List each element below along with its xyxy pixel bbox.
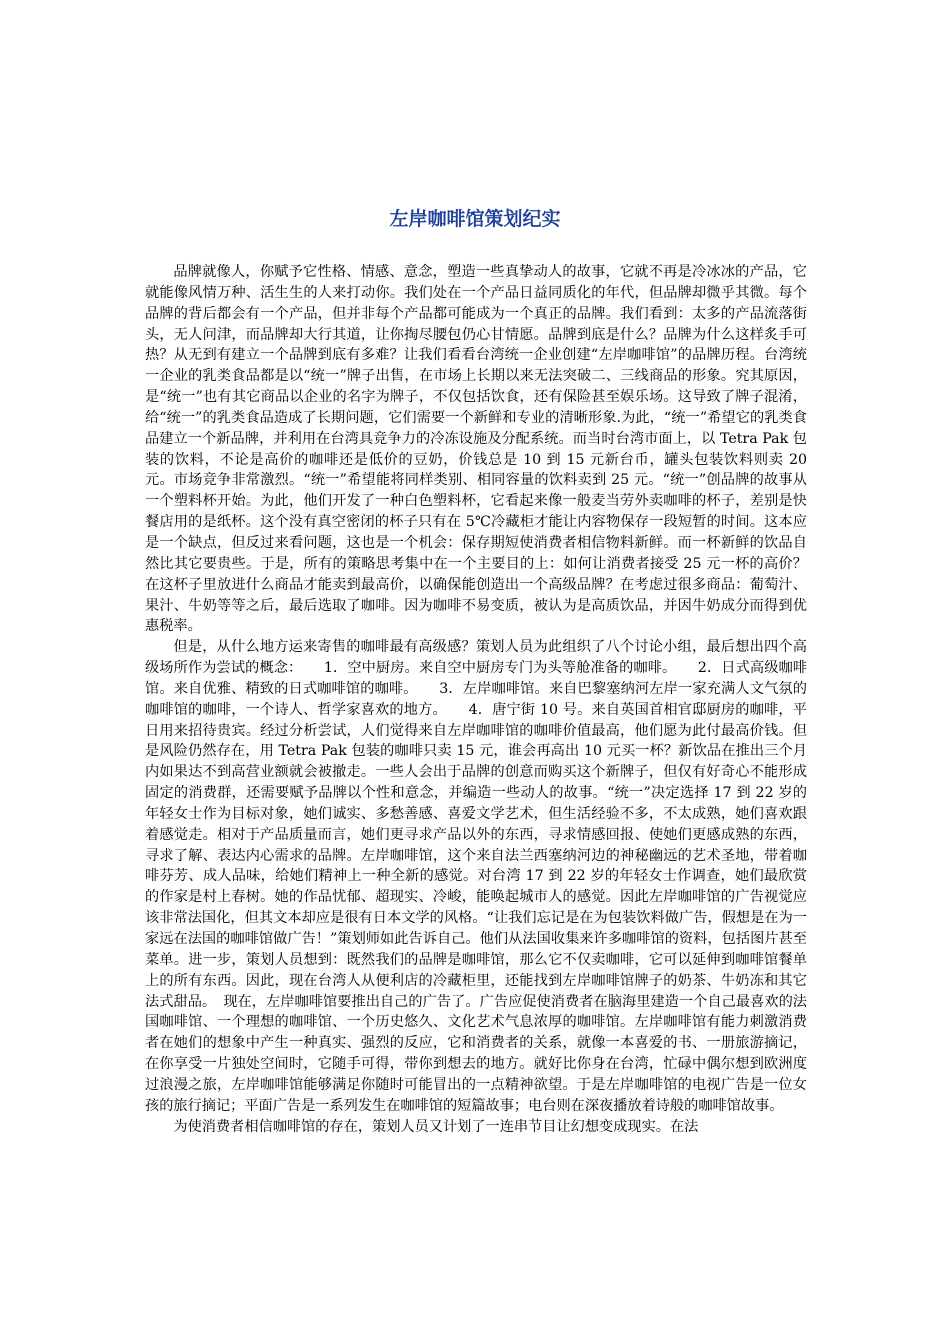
paragraph-1: 品牌就像人，你赋予它性格、情感、意念，塑造一些真挚动人的故事，它就不再是冷冰冰的产品，它就能像风情万种、活生生的人来打动你。我们处在一个产品日益同质化的年代，但品牌却微乎其微。每个品牌的背后都会有一个产品，但并非每个产品都可能成为一个真正的品牌。我们看到：太多的产品流落街头，无人问津，而品牌却大行其道，让你掏尽腰包仍心甘情愿。品牌到底是什么？品牌为什么这样炙手可热？从无到有建立一个品牌到底有多难？让我们看看台湾统一企业创建“左岸咖啡馆”的品牌历程。台湾统一企业的乳类食品都是以“统一”牌子出售，在市场上长期以来无法突破二、三线商品的形象。究其原因，是“统一”也有其它商品以企业的名字为牌子，不仅包括饮食，还有保险甚至娱乐场。这导致了牌子混淆，给“统一”的乳类食品造成了长期问题，它们需要一个新鲜和专业的清晰形象.为此，“统一”希望它的乳类食品建立一个新品牌，并利用在台湾具竞争力的冷冻设施及分配系统。而当时台湾市面上，以 Tetra Pak 包装的饮料，不论是高价的咖啡还是低价的豆奶，价钱总是 10 到 15 元新台币，罐头包装饮料则卖 20 元。市场竞争非常激烈。“统一”希望能将同样类别、相同容量的饮料卖到 25 元。“统一”创品牌的故事从一个塑料杯开始。为此，他们开发了一种白色塑料杯，它看起来像一般麦当劳外卖咖啡的杯子，差别是快餐店用的是纸杯。这个没有真空密闭的杯子只有在 5℃冷藏柜才能让内容物保存一段短暂的时间。这本应是一个缺点，但反过来看问题，这也是一个机会：保存期短使消费者相信物料新鲜。而一杯新鲜的饮品自然比其它要贵些。于是，所有的策略思考集中在一个主要目的上：如何让消费者接受 25 元一杯的高价？在这杯子里放进什么商品才能卖到最高价，以确保能创造出一个高级品牌？在考虑过很多商品：葡萄汁、果汁、牛奶等等之后，最后选取了咖啡。因为咖啡不易变质，被认为是高质饮品，并因牛奶成分而得到优惠税率。	[145, 264, 807, 635]
document-body	[145, 262, 807, 1137]
paragraph-3: 为使消费者相信咖啡馆的存在，策划人员又计划了一连串节目让幻想变成现实。在法	[173, 1118, 699, 1135]
paragraph-2: 但是，从什么地方运来寄售的咖啡最有高级感？策划人员为此组织了八个讨论小组，最后想出四个高级场所作为尝试的概念： 1．空中厨房。来自空中厨房专门为头等舱准备的咖啡。 2．日式高级咖啡馆。来自优雅、精致的日式咖啡馆的咖啡。 3．左岸咖啡馆。来自巴黎塞纳河左岸一家充满人文气氛的咖啡馆的咖啡，一个诗人、哲学家喜欢的地方。 4．唐宁街 10 号。来自英国首相官邸厨房的咖啡，平日用来招待贵宾。经过分析尝试，人们觉得来自左岸咖啡馆的咖啡价值最高，他们愿为此付最高价钱。但是风险仍然存在，用 Tetra Pak 包装的咖啡只卖 15 元，谁会再高出 10 元买一杯？新饮品在推出三个月内如果达不到高营业额就会被撤走。一些人会出于品牌的创意而购买这个新牌子，但仅有好奇心不能形成固定的消费群，还需要赋予品牌以个性和意念，并编造一些动人的故事。“统一”决定选择 17 到 22 岁的年轻女士作为目标对象，她们诚实、多愁善感、喜爱文学艺术，但生活经验不多，不太成熟，她们喜欢跟着感觉走。相对于产品质量而言，她们更寻求产品以外的东西，寻求情感回报、使她们更感成熟的东西，寻求了解、表达内心需求的品牌。左岸咖啡馆，这个来自法兰西塞纳河边的神秘幽远的艺术圣地，带着咖啡芬芳、成人品味，给她们精神上一种全新的感觉。对台湾 17 到 22 岁的年轻女士作调查，她们最欣赏的作家是村上春树。她的作品忧郁、超现实、冷峻，能唤起城市人的感觉。因此左岸咖啡馆的广告视觉应该非常法国化，但其文本却应是很有日本文学的风格。“让我们忘记是在为包装饮料做广告，假想是在为一家远在法国的咖啡馆做广告！”策划师如此告诉自己。他们从法国收集来许多咖啡馆的资料，包括图片甚至菜单。进一步，策划人员想到：既然我们的品牌是咖啡馆，那么它不仅卖咖啡，它可以延伸到咖啡馆餐单上的所有东西。因此，现在台湾人从便利店的冷藏柜里，还能找到左岸咖啡馆牌子的奶茶、牛奶冻和其它法式甜品。 现在，左岸咖啡馆要推出自己的广告了。广告应促使消费者在脑海里建造一个自己最喜欢的法国咖啡馆、一个理想的咖啡馆、一个历史悠久、文化艺术气息浓厚的咖啡馆。左岸咖啡馆有能力刺激消费者在她们的想象中产生一种真实、强烈的反应，它和消费者的关系，就像一本喜爱的书、一册旅游摘记，在你享受一片独处空间时，它随手可得，带你到想去的地方。就好比你身在台湾，忙碌中偶尔想到欧洲度过浪漫之旅，左岸咖啡馆能够满足你随时可能冒出的一点精神欲望。于是左岸咖啡馆的电视广告是一位女孩的旅行摘记；平面广告是一系列发生在咖啡馆的短篇故事；电台则在深夜播放着诗般的咖啡馆故事。	[145, 639, 807, 1114]
document-title: 左岸咖啡馆策划纪实	[389, 208, 561, 230]
